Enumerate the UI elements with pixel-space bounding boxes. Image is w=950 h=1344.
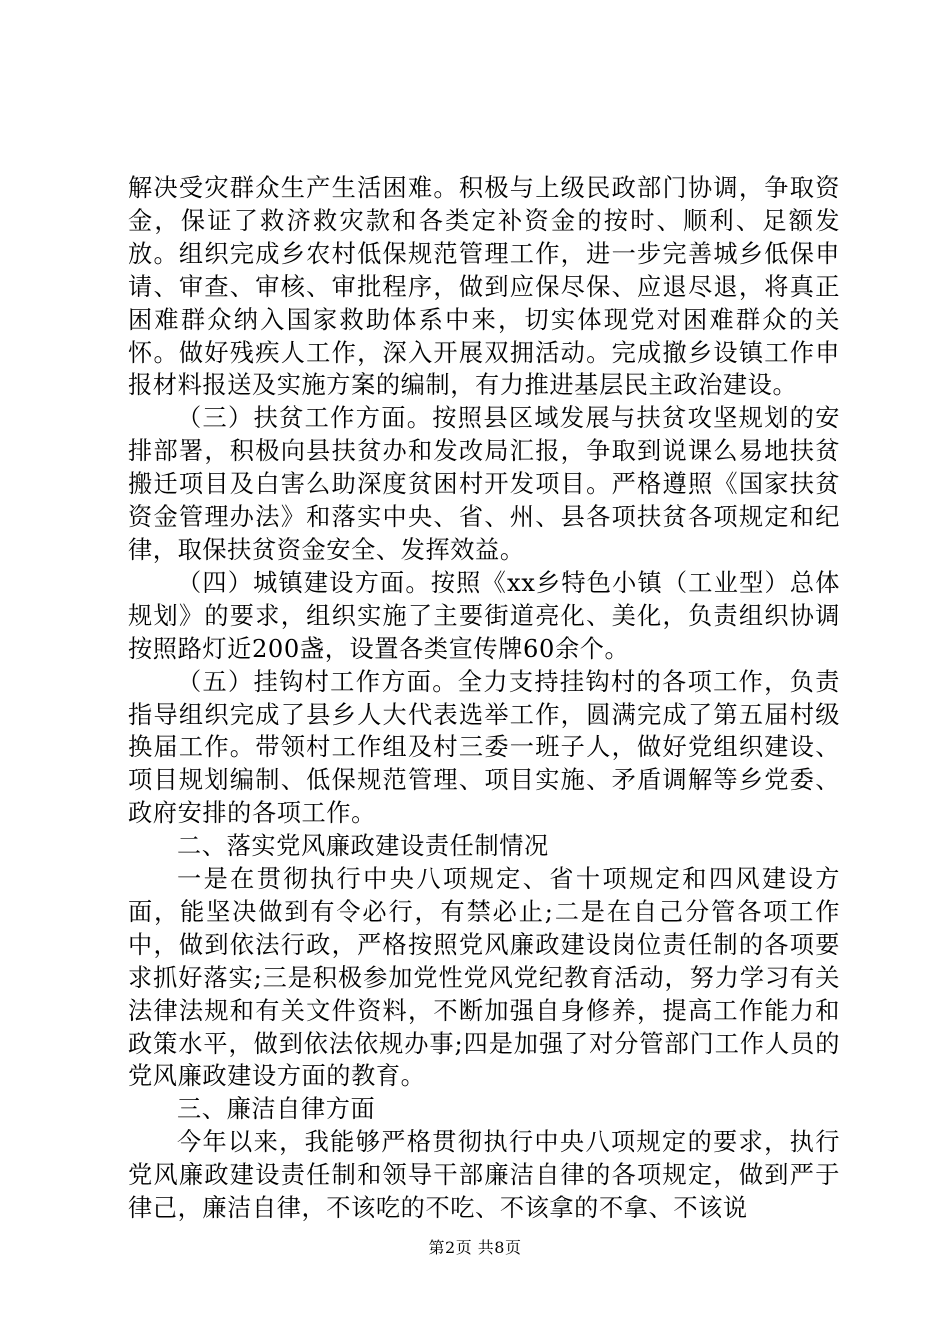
paragraph-civil-affairs: 解决受灾群众生产生活困难。积极与上级民政部门协调，争取资金，保证了救济救灾款和各类定补资金的按时、顺利、足额发放。组织完成乡农村低保规范管理工作，进一步完善城乡低保申请、审查、审核、审批程序，做到应保尽保、应退尽退，将真正困难群众纳入国家救助体系中来，切实体现党对困难群众的关怀。做好残疾人工作，深入开展双拥活动。完成撤乡设镇工作申报材料报送及实施方案的编制，有力推进基层民主政治建设。: [128, 174, 840, 400]
paragraph-linked-village: （五）挂钩村工作方面。全力支持挂钩村的各项工作，负责指导组织完成了县乡人大代表选举工作，圆满完成了第五届村级换届工作。带领村工作组及村三委一班子人，做好党组织建设、项目规划编制、低保规范管理、项目实施、矛盾调解等乡党委、政府安排的各项工作。: [128, 667, 840, 828]
document-body: [128, 172, 840, 1225]
page-number-footer: 第2页 共8页: [428, 1238, 522, 1257]
paragraph-responsibility: 一是在贯彻执行中央八项规定、省十项规定和四风建设方面，能坚决做到有令必行，有禁必止;二是在自己分管各项工作中，做到依法行政，严格按照党风廉政建设岗位责任制的各项要求抓好落实;三是积极参加党性党风党纪教育活动，努力学习有关法律法规和有关文件资料，不断加强自身修养，提高工作能力和政策水平，做到依法依规办事;四是加强了对分管部门工作人员的党风廉政建设方面的教育。: [128, 865, 840, 1091]
paragraph-self-discipline: 今年以来，我能够严格贯彻执行中央八项规定的要求，执行党风廉政建设责任制和领导干部廉洁自律的各项规定，做到严于律己，廉洁自律，不该吃的不吃、不该拿的不拿、不该说: [128, 1128, 840, 1223]
paragraph-poverty-alleviation: （三）扶贫工作方面。按照县区域发展与扶贫攻坚规划的安排部署，积极向县扶贫办和发改局汇报，争取到说课么易地扶贫搬迁项目及白害么助深度贫困村开发项目。严格遵照《国家扶贫资金管理办法》和落实中央、省、州、县各项扶贫各项规定和纪律，取保扶贫资金安全、发挥效益。: [128, 404, 840, 564]
section-heading-responsibility: 二、落实党风廉政建设责任制情况: [177, 832, 549, 861]
paragraph-town-construction: （四）城镇建设方面。按照《xx乡特色小镇（工业型）总体规划》的要求，组织实施了主要街道亮化、美化，负责组织协调按照路灯近200盏，设置各类宣传牌60余个。: [128, 568, 840, 663]
section-heading-self-discipline: 三、廉洁自律方面: [177, 1095, 376, 1124]
